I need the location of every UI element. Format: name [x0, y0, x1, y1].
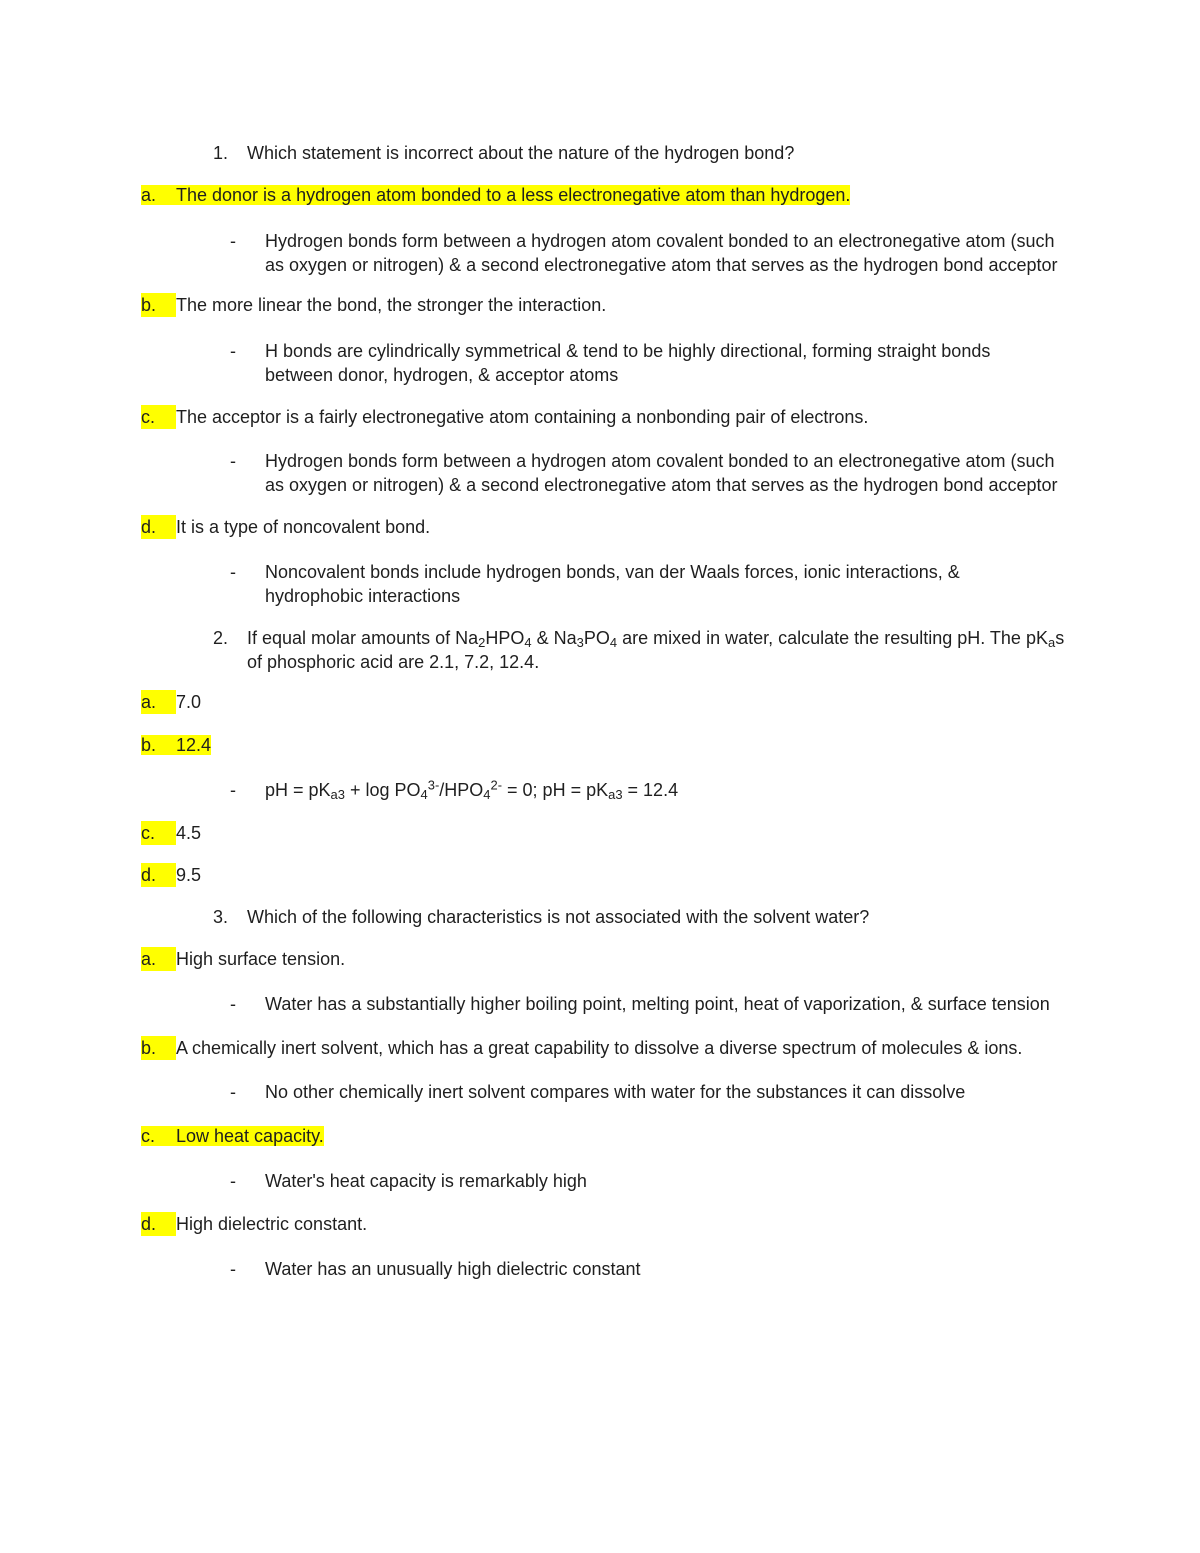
- option-letter: b.: [141, 293, 176, 317]
- option-text: 9.5: [176, 865, 202, 885]
- q1-d-note-line-2: hydrophobic interactions: [265, 586, 461, 606]
- option-text: The more linear the bond, the stronger the interaction.: [176, 295, 607, 315]
- option-letter: d.: [141, 863, 176, 887]
- bullet-dash: -: [230, 231, 236, 251]
- option-text: 4.5: [176, 823, 202, 843]
- bullet-dash: -: [230, 1171, 236, 1191]
- question-text: Which statement is incorrect about the nature of the hydrogen bond?: [247, 143, 795, 163]
- option-text: The acceptor is a fairly electronegative atom containing a nonbonding pair of electrons.: [176, 407, 869, 427]
- q3-option-d: [141, 1212, 367, 1236]
- option-letter: c.: [141, 821, 176, 845]
- highlighted-answer: [141, 1126, 324, 1146]
- q2-option-c: [141, 821, 201, 845]
- option-letter: a.: [141, 690, 176, 714]
- q1-b-note-line-2: between donor, hydrogen, & acceptor atoms: [265, 365, 619, 385]
- option-letter: a.: [141, 947, 176, 971]
- highlighted-answer: [141, 185, 850, 205]
- option-text: High surface tension.: [176, 949, 346, 969]
- option-letter: c.: [141, 405, 176, 429]
- option-text: A chemically inert solvent, which has a great capability to dissolve a diverse spectrum of molecules & ions.: [176, 1038, 1023, 1058]
- q2-option-b: [141, 733, 211, 757]
- question-text: If equal molar amounts of $Na_2HPO_4$ & $Na_3PO_4$ are mixed in water, calculate the resulting pH. The $pK_as$: [247, 628, 1065, 651]
- option-letter: d.: [141, 515, 176, 539]
- q1-a-note-line-2: as oxygen or nitrogen) & a second electronegative atom that serves as the hydrogen bond acceptor: [265, 255, 1058, 275]
- q3-option-c: [141, 1124, 324, 1148]
- option-text: 12.4: [176, 735, 212, 755]
- note-text: Water has a substantially higher boiling point, melting point, heat of vaporization, & surface tension: [265, 994, 1050, 1014]
- q1-option-d: [141, 515, 430, 539]
- bullet-dash: -: [230, 341, 236, 361]
- highlighted-answer: [141, 735, 211, 755]
- bullet-dash: -: [230, 451, 236, 471]
- note-text: Hydrogen bonds form between a hydrogen atom covalent bonded to an electronegative atom (such: [265, 451, 1055, 471]
- option-letter: b.: [141, 735, 157, 755]
- bullet-dash: -: [230, 994, 236, 1014]
- option-text: Low heat capacity.: [176, 1126, 324, 1146]
- note-text: Noncovalent bonds include hydrogen bonds, van der Waals forces, ionic interactions, &: [265, 562, 960, 582]
- note-text: No other chemically inert solvent compares with water for the substances it can dissolve: [265, 1082, 966, 1102]
- question-number: 2.: [213, 628, 229, 648]
- option-letter: b.: [141, 1036, 176, 1060]
- q2-option-d: [141, 863, 201, 887]
- q1-option-b: [141, 293, 606, 317]
- note-text: Water has an unusually high dielectric constant: [265, 1259, 641, 1279]
- bullet-dash: -: [230, 780, 236, 800]
- option-text: It is a type of noncovalent bond.: [176, 517, 431, 537]
- bullet-dash: -: [230, 1082, 236, 1102]
- note-text: Hydrogen bonds form between a hydrogen atom covalent bonded to an electronegative atom (such: [265, 231, 1055, 251]
- option-text: 7.0: [176, 692, 202, 712]
- note-text: H bonds are cylindrically symmetrical & tend to be highly directional, forming straight bonds: [265, 341, 991, 361]
- formula-text: pH = $pK_{a3} + \log PO_4^{3-}/HPO_4^{2-} = 0$; pH = $pK_{a3} = 12.4$: [265, 777, 679, 803]
- option-letter: a.: [141, 185, 157, 205]
- q3-option-b: [141, 1036, 1022, 1060]
- option-text: The donor is a hydrogen atom bonded to a less electronegative atom than hydrogen.: [176, 185, 851, 205]
- question-number: 3.: [213, 907, 229, 927]
- bullet-dash: -: [230, 562, 236, 582]
- question-text: Which of the following characteristics is not associated with the solvent water?: [247, 907, 870, 927]
- q1-option-c: [141, 405, 868, 429]
- question-text-line-2: of phosphoric acid are 2.1, 7.2, 12.4.: [247, 652, 540, 672]
- option-letter: c.: [141, 1126, 156, 1146]
- q1-option-a: [141, 183, 850, 207]
- question-number: 1.: [213, 143, 229, 163]
- q1-c-note-line-2: as oxygen or nitrogen) & a second electronegative atom that serves as the hydrogen bond acceptor: [265, 475, 1058, 495]
- note-text: Water's heat capacity is remarkably high: [265, 1171, 587, 1191]
- bullet-dash: -: [230, 1259, 236, 1279]
- q2-option-a: [141, 690, 201, 714]
- option-text: High dielectric constant.: [176, 1214, 368, 1234]
- q3-option-a: [141, 947, 345, 971]
- option-letter: d.: [141, 1212, 176, 1236]
